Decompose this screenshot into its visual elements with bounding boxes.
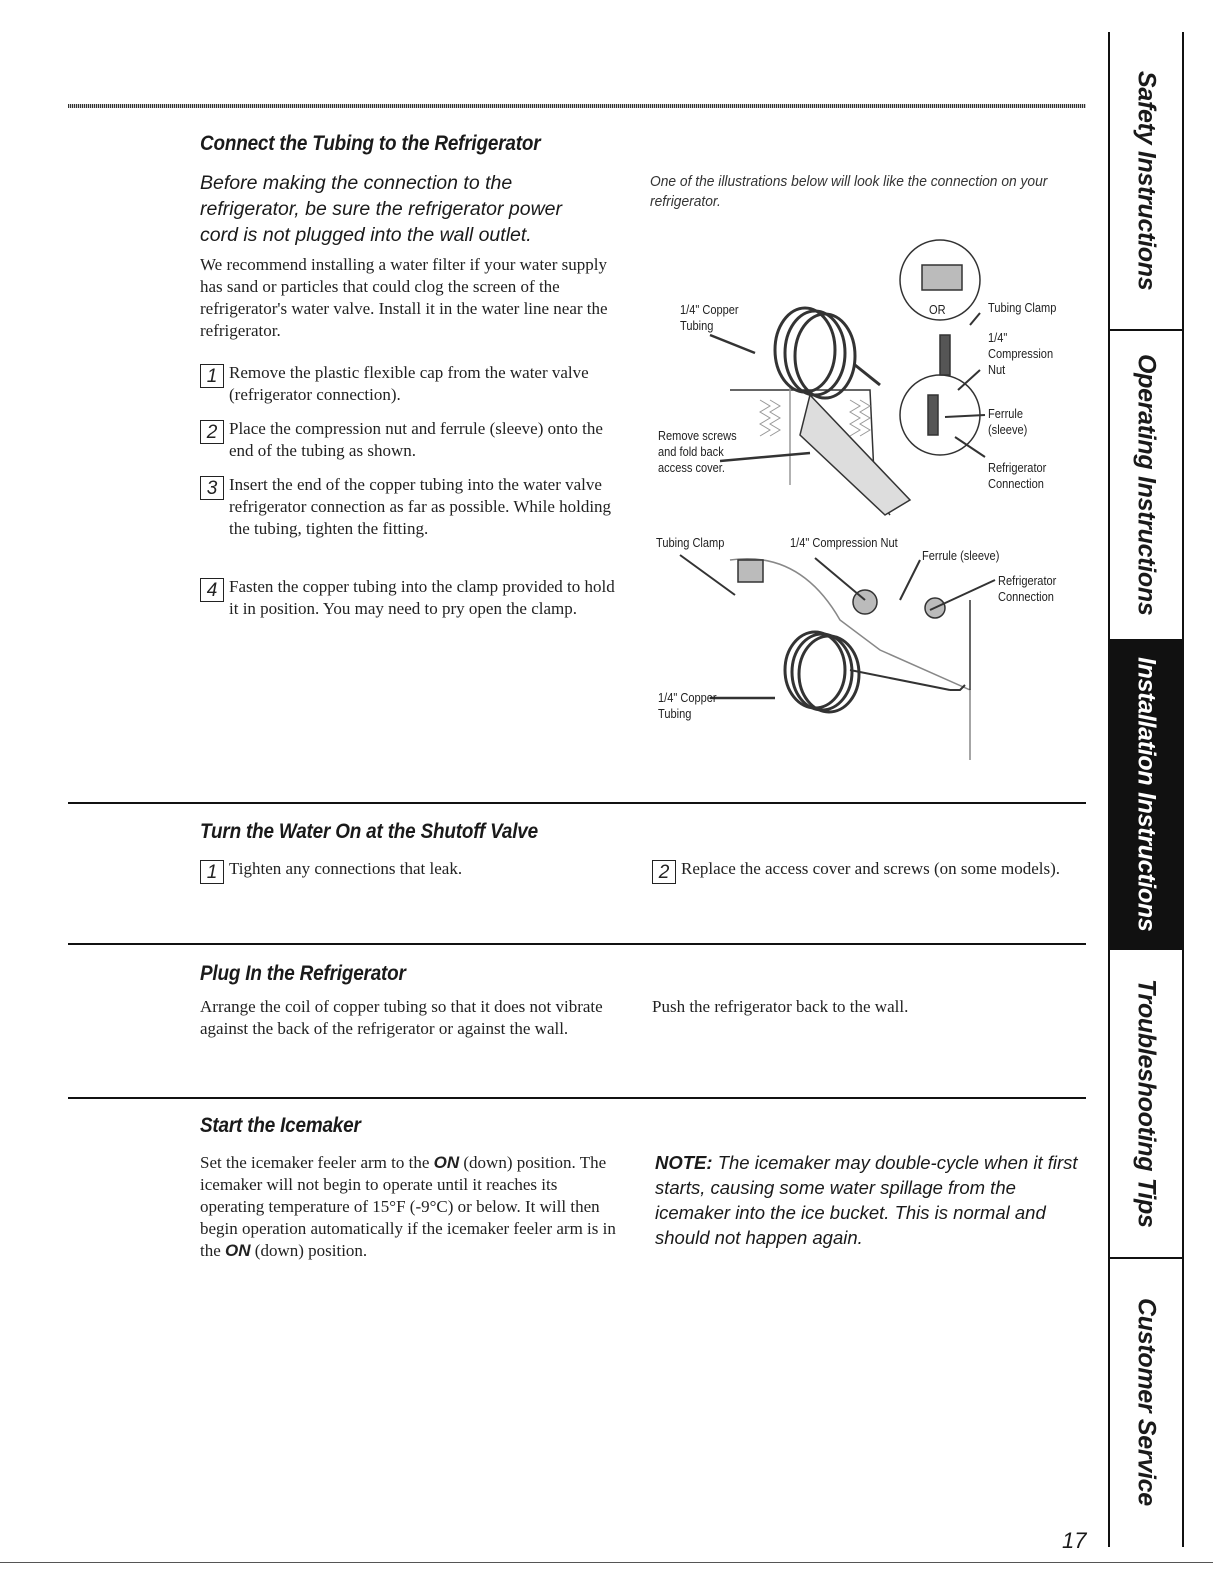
step-text: Insert the end of the copper tubing into the water valve refrigerator connection as far as possible. While holding the tubing, tighten the fitting.: [229, 475, 612, 538]
diag2-copper-label-2: Tubing: [658, 706, 692, 721]
section-divider: [68, 802, 1086, 804]
section-heading-connect: Connect the Tubing to the Refrigerator: [200, 132, 541, 155]
section-heading-plug: Plug In the Refrigerator: [200, 962, 406, 985]
icemaker-text-1: Set the icemaker feeler arm to the: [200, 1153, 434, 1172]
illustration-caption: One of the illustrations below will look like the connection on your refrigerator.: [650, 173, 1048, 210]
step-text: Replace the access cover and screws (on some models).: [681, 859, 1061, 878]
connect-step-4: [200, 576, 620, 620]
step-text: Fasten the copper tubing into the clamp provided to hold it in position. You may need to pry open the clamp.: [229, 577, 615, 618]
icemaker-note: [655, 1150, 1095, 1250]
step-number: 2: [652, 860, 676, 884]
bottom-edge-line: [0, 1562, 1213, 1563]
tab-label: Troubleshooting Tips: [1132, 979, 1161, 1228]
warning-text: Before making the connection to the refrigerator, be sure the refrigerator power cord is not plugged into the wall outlet.: [200, 172, 563, 246]
diag1-connection-label-1: Refrigerator: [988, 460, 1047, 475]
diag1-screws-label-3: access cover.: [658, 460, 725, 475]
diag1-compression-label-1: 1/4": [988, 330, 1008, 345]
connect-step-2: [200, 418, 620, 462]
on-label: ON: [225, 1241, 251, 1260]
diag1-compression-label-2: Compression: [988, 346, 1054, 361]
diag1-screws-label-1: Remove screws: [658, 428, 737, 443]
note-label: NOTE:: [655, 1152, 713, 1173]
section-divider: [68, 1097, 1086, 1099]
tab-label: Installation Instructions: [1132, 657, 1161, 932]
tab-label: Safety Instructions: [1132, 70, 1161, 291]
icemaker-text-3: (down) position.: [250, 1241, 368, 1260]
step-number: 4: [200, 578, 224, 602]
note-text: The icemaker may double-cycle when it first starts, causing some water spillage from the icemaker into the ice bucket. This is normal and should not happen again.: [655, 1152, 1078, 1248]
plug-left-paragraph: Arrange the coil of copper tubing so that it does not vibrate against the back of the refrigerator or against the wall.: [200, 997, 603, 1038]
diag2-clamp-label: Tubing Clamp: [656, 535, 725, 550]
tab-safety-instructions[interactable]: [1110, 32, 1182, 331]
tab-troubleshooting-tips[interactable]: [1110, 950, 1182, 1259]
diag2-connection-label-1: Refrigerator: [998, 573, 1057, 588]
diag2-connection-label-2: Connection: [998, 589, 1054, 604]
diag2-copper-label-1: 1/4" Copper: [658, 690, 717, 705]
intro-paragraph: We recommend installing a water filter if your water supply has sand or particles that could clog the screen of the refrigerator's water valve. Install it in the water line near the refrigerator.: [200, 255, 608, 340]
diag1-screws-label-2: and fold back: [658, 444, 724, 459]
diag2-compression-label: 1/4" Compression Nut: [790, 535, 898, 550]
diag1-ferrule-label-2: (sleeve): [988, 422, 1028, 437]
tab-operating-instructions[interactable]: [1110, 331, 1182, 641]
diag2-ferrule-label: Ferrule (sleeve): [922, 548, 1000, 563]
tab-customer-service[interactable]: [1110, 1259, 1182, 1545]
tab-label: Operating Instructions: [1132, 354, 1161, 616]
section-divider: [68, 943, 1086, 945]
diag1-clamp-label: Tubing Clamp: [988, 300, 1057, 315]
step-number: 1: [200, 860, 224, 884]
plug-right-paragraph: Push the refrigerator back to the wall.: [652, 997, 909, 1016]
diag1-ferrule-label-1: Ferrule: [988, 406, 1024, 421]
page-number: 17: [1062, 1528, 1087, 1553]
icemaker-text-2: (down) position. The icemaker will not begin to operate until it reaches its operating temperature of 15°F (-9°C) or below. It will then begin operation automatically if the icemaker feeler arm is in the: [200, 1153, 616, 1260]
tab-label: Customer Service: [1132, 1298, 1161, 1506]
diag1-compression-label-3: Nut: [988, 362, 1006, 377]
diag1-copper-label-1: 1/4" Copper: [680, 302, 739, 317]
water-step-2: [652, 858, 1062, 883]
connect-step-3: [200, 474, 620, 540]
on-label: ON: [433, 1153, 460, 1172]
water-step-1: [200, 858, 620, 883]
section-sidebar: [1108, 32, 1184, 1547]
step-text: Remove the plastic flexible cap from the water valve (refrigerator connection).: [229, 363, 589, 404]
step-text: Place the compression nut and ferrule (sleeve) onto the end of the tubing as shown.: [229, 419, 603, 460]
icemaker-paragraph: [200, 1152, 620, 1262]
connect-step-1: [200, 362, 620, 406]
diag1-copper-label-2: Tubing: [680, 318, 714, 333]
step-text: Tighten any connections that leak.: [229, 859, 463, 878]
section-heading-icemaker: Start the Icemaker: [200, 1114, 361, 1137]
section-heading-water: Turn the Water On at the Shutoff Valve: [200, 820, 538, 843]
tab-installation-instructions[interactable]: [1110, 641, 1182, 950]
top-divider: [68, 104, 1086, 108]
step-number: 3: [200, 476, 224, 500]
diag1-or-label: OR: [929, 302, 946, 317]
step-number: 1: [200, 364, 224, 388]
diag1-connection-label-2: Connection: [988, 476, 1044, 491]
step-number: 2: [200, 420, 224, 444]
